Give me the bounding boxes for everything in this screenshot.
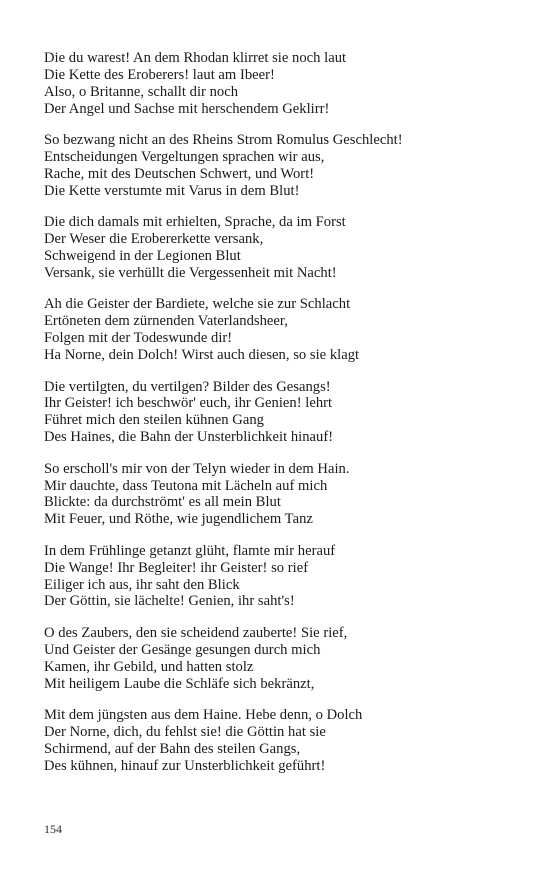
verse-line: Die Wange! Ihr Begleiter! ihr Geister! so rief: [44, 559, 309, 576]
verse-line: Kamen, ihr Gebild, und hatten stolz: [44, 658, 254, 675]
verse-line: Mit dem jüngsten aus dem Haine. Hebe denn, o Dolch: [44, 707, 363, 723]
verse-line: Ha Norne, dein Dolch! Wirst auch diesen, so sie klagt: [44, 347, 360, 364]
verse-line: Schirmend, auf der Bahn des steilen Gangs,: [44, 740, 301, 757]
verse-line: Mit heiligem Laube die Schläfe sich bekränzt,: [44, 675, 315, 692]
verse-line: In dem Frühlinge getanzt glüht, flamte mir herauf: [44, 542, 336, 559]
verse-line: Mit Feuer, und Röthe, wie jugendlichem Tanz: [44, 511, 313, 528]
verse-line: Die Kette des Eroberers! laut am Ibeer!: [44, 66, 275, 83]
verse-line: O des Zaubers, den sie scheidend zauberte! Sie rief,: [44, 624, 348, 641]
verse-line: Ertöneten dem zürnenden Vaterlandsheer,: [44, 313, 288, 330]
stanza-2: [44, 132, 524, 200]
verse-line: Des kühnen, hinauf zur Unsterblichkeit geführt!: [44, 757, 326, 774]
verse-line: Folgen mit der Todeswunde dir!: [44, 330, 233, 347]
verse-line: Eiliger ich aus, ihr saht den Blick: [44, 576, 240, 593]
stanza-1: [44, 50, 524, 118]
verse-line: Die dich damals mit erhielten, Sprache, da im Forst: [44, 214, 346, 231]
verse-line: Führet mich den steilen kühnen Gang: [44, 412, 264, 429]
verse-line: Der Angel und Sachse mit herschendem Geklirr!: [44, 100, 330, 117]
verse-line: Der Göttin, sie lächelte! Genien, ihr saht's!: [44, 593, 295, 610]
stanza-9: [44, 707, 524, 775]
verse-line: Die vertilgten, du vertilgen? Bilder des Gesangs!: [44, 378, 331, 395]
verse-line: Entscheidungen Vergeltungen sprachen wir aus,: [44, 149, 325, 166]
poem-body: [44, 50, 524, 789]
verse-line: Und Geister der Gesänge gesungen durch mich: [44, 641, 321, 658]
verse-line: Rache, mit des Deutschen Schwert, und Wort!: [44, 165, 315, 182]
verse-line: Also, o Britanne, schallt dir noch: [44, 83, 239, 100]
verse-line: Die du warest! An dem Rhodan klirret sie noch laut: [44, 50, 347, 66]
verse-line: Mir dauchte, dass Teutona mit Lächeln auf mich: [44, 477, 328, 494]
verse-line: Des Haines, die Bahn der Unsterblichkeit hinauf!: [44, 429, 334, 446]
stanza-6: [44, 461, 524, 529]
verse-line: Ah die Geister der Bardiete, welche sie zur Schlacht: [44, 296, 351, 313]
verse-line: Versank, sie verhüllt die Vergessenheit mit Nacht!: [44, 264, 337, 281]
verse-line: Der Norne, dich, du fehlst sie! die Göttin hat sie: [44, 723, 326, 740]
verse-line: Schweigend in der Legionen Blut: [44, 248, 241, 265]
stanza-4: [44, 296, 524, 364]
stanza-8: [44, 625, 524, 693]
verse-line: So erscholl's mir von der Telyn wieder in dem Hain.: [44, 460, 350, 477]
verse-line: So bezwang nicht an des Rheins Strom Romulus Geschlecht!: [44, 132, 403, 149]
verse-line: Blickte: da durchströmt' es all mein Blut: [44, 494, 281, 511]
stanza-5: [44, 379, 524, 447]
stanza-7: [44, 543, 524, 611]
verse-line: Der Weser die Erobererkette versank,: [44, 231, 264, 248]
verse-line: Ihr Geister! ich beschwör' euch, ihr Genien! lehrt: [44, 395, 333, 412]
stanza-3: [44, 214, 524, 282]
page-number: 154: [44, 822, 62, 836]
verse-line: Die Kette verstumte mit Varus in dem Blut!: [44, 182, 300, 199]
